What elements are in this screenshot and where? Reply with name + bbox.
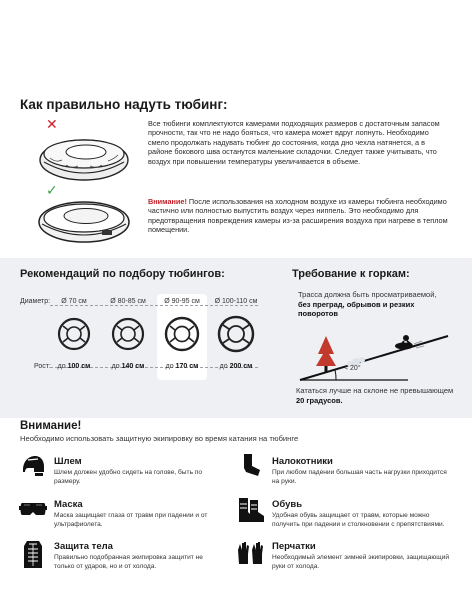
body-armor-icon (20, 540, 46, 570)
elbow-pads-icon (238, 452, 264, 480)
diameter-label: Диаметр: (20, 298, 51, 305)
equipment-name-helmet: Шлем (54, 456, 82, 467)
height-number: 100 см (67, 363, 91, 370)
equipment-name-gloves: Перчатки (272, 541, 316, 552)
slopes-bottom-regular: Кататься лучше на склоне не превышающем (296, 386, 454, 395)
equipment-name-goggles: Маска (54, 499, 83, 510)
slopes-bottom-text (296, 386, 456, 405)
inflation-title: Как правильно надуть тюбинг: (20, 97, 228, 112)
equipment-desc-body-armor: Правильно подобранная экипировка защитит не только от ударов, но и от холода. (54, 554, 203, 570)
equipment-name-boots: Обувь (272, 499, 303, 510)
wrong-mark-icon: ✕ (46, 116, 58, 132)
helmet-icon (20, 454, 46, 480)
diameter-value-3: Ø 90-95 см (164, 298, 200, 305)
slopes-requirement-text (298, 290, 438, 319)
tubing-top-icon (57, 317, 91, 351)
height-number: 170 см (175, 363, 199, 370)
height-value-4 (212, 363, 260, 370)
boots-icon (236, 496, 266, 524)
warning-text: После использования на холодном воздухе из камеры тюбинга необходимо частично или полностью выпустить воздух через ниппель. Это необходимо для предотвращения повреждения камеры из-за расширения воздуха при нагреве в теплом помещении. (148, 197, 448, 235)
height-label: Рост: (34, 363, 51, 370)
height-prefix: до (219, 363, 228, 370)
diameter-value-1: Ø 70 см (61, 298, 87, 305)
height-number: 140 см (121, 363, 145, 370)
height-prefix: до (165, 363, 174, 370)
warning-label: Внимание! (148, 197, 187, 206)
slopes-title: Требование к горкам: (292, 268, 410, 280)
recommend-title: Рекомендаций по подбору тюбингов: (20, 268, 225, 280)
slopes-text-regular: Трасса должна быть просматриваемой, (298, 290, 437, 299)
slope-angle-label: < 20° (344, 365, 361, 372)
equipment-desc-helmet: Шлем должен удобно сидеть на голове, быть по размеру. (54, 469, 203, 485)
inflation-paragraph: Все тюбинги комплектуются камерами подходящих размеров с достаточным запасом прочности, так что не надо бояться, что камера может вдруг лопнуть. Необходимо смело продолжать надувать тюбинг до состояния, когда дно чехла натянется, а в районе бокового шва останутся маленькие складочки. Следует также учитывать, что воздух при повышении температуры увеличивается в объеме. (148, 119, 440, 166)
tubing-top-icon (111, 317, 145, 351)
equipment-desc-boots: Удобная обувь защищает от травм, которые можно получить при падении и столкновении с препятствиями. (272, 512, 445, 528)
slopes-text-bold: без преград, обрывов и резких поворотов (298, 299, 415, 319)
height-prefix: до (111, 363, 120, 370)
diameter-value-4: Ø 100-110 см (214, 298, 258, 305)
tubing-top-icon (164, 316, 200, 352)
height-value-1 (50, 363, 98, 370)
attention-title: Внимание! (20, 420, 82, 432)
equipment-name-body-armor: Защита тела (54, 541, 113, 552)
inflation-warning-paragraph (148, 197, 448, 235)
equipment-desc-goggles: Маска защищает глаза от травм при падении и от ультрафиолета. (54, 512, 208, 528)
under-inflated-tube-image (36, 132, 132, 184)
height-prefix: до (57, 363, 66, 370)
equipment-desc-gloves: Необходимый элемент зимней экипировки, защищающий руки от холода. (272, 554, 450, 570)
attention-text: Необходимо использовать защитную экипировку во время катания на тюбинге (20, 434, 299, 443)
gloves-icon (236, 540, 266, 568)
height-value-3 (158, 363, 206, 370)
equipment-name-elbow-pads: Налокотники (272, 456, 333, 467)
diameter-divider (50, 305, 258, 306)
tubing-top-icon (217, 315, 255, 353)
right-mark-icon: ✓ (46, 182, 58, 198)
equipment-desc-elbow-pads: При любом падении большая часть нагрузки приходится на руки. (272, 469, 447, 485)
slope-illustration-image (296, 320, 456, 384)
goggles-icon (18, 500, 48, 518)
slopes-bottom-bold: 20 градусов. (296, 395, 343, 405)
height-number: 200 см (229, 363, 253, 370)
diameter-value-2: Ø 80-85 см (110, 298, 146, 305)
height-value-2 (104, 363, 152, 370)
properly-inflated-tube-image (36, 196, 132, 246)
